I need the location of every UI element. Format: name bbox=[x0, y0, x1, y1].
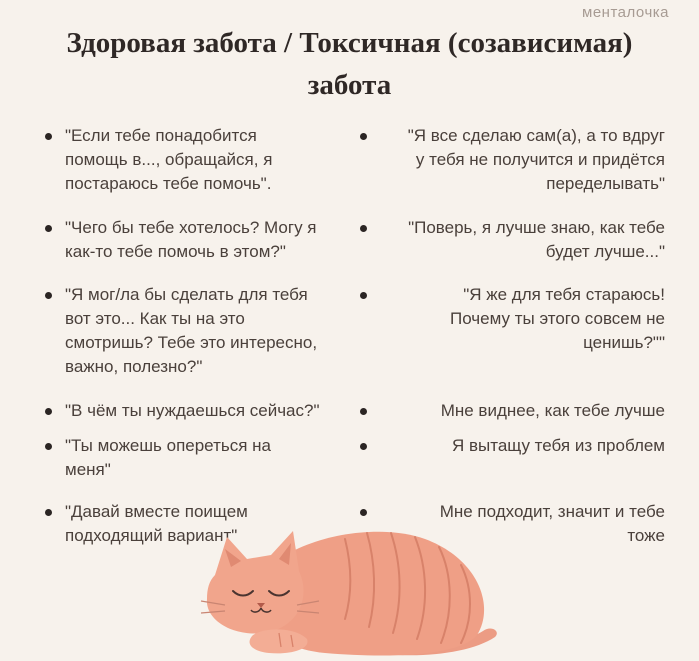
bullet-icon bbox=[45, 292, 52, 299]
bullet-icon bbox=[45, 509, 52, 516]
bullet-icon bbox=[360, 443, 367, 450]
toxic-item-text: Мне виднее, как тебе лучше bbox=[440, 401, 665, 420]
healthy-item bbox=[40, 216, 330, 264]
healthy-item bbox=[40, 434, 330, 482]
title-line-1: Здоровая забота / Токсичная (созависимая) bbox=[66, 27, 633, 59]
healthy-item-text: "В чём ты нуждаешься сейчас?" bbox=[65, 401, 320, 420]
toxic-item-text: "Поверь, я лучше знаю, как тебе будет лучше..." bbox=[408, 218, 665, 261]
toxic-item bbox=[355, 399, 665, 423]
healthy-item-text: "Ты можешь опереться на меня" bbox=[65, 436, 271, 479]
bullet-icon bbox=[45, 408, 52, 415]
brand-watermark: менталочка bbox=[582, 4, 669, 21]
page-title bbox=[0, 22, 699, 106]
toxic-item bbox=[355, 434, 665, 458]
bullet-icon bbox=[360, 292, 367, 299]
toxic-item bbox=[355, 216, 665, 264]
healthy-item-text: "Если тебе понадобится помощь в..., обращайся, я постараюсь тебе помочь". bbox=[65, 126, 273, 193]
bullet-icon bbox=[45, 133, 52, 140]
title-line-2: забота bbox=[307, 69, 392, 101]
healthy-item bbox=[40, 283, 330, 379]
toxic-item-text: Мне подходит, значит и тебе тоже bbox=[439, 502, 665, 545]
bullet-icon bbox=[360, 408, 367, 415]
toxic-item bbox=[355, 124, 665, 196]
healthy-item-text: "Я мог/ла бы сделать для тебя вот это... Как ты на это смотришь? Тебе это интересно, важно, полезно?" bbox=[65, 285, 318, 376]
toxic-item-text: "Я же для тебя стараюсь! Почему ты этого совсем не ценишь?"" bbox=[450, 285, 665, 352]
healthy-item-text: "Давай вместе поищем подходящий вариант" bbox=[65, 502, 248, 545]
toxic-item-text: "Я все сделаю сам(а), а то вдруг у тебя не получится и придётся переделывать" bbox=[407, 126, 665, 193]
bullet-icon bbox=[45, 443, 52, 450]
toxic-item-text: Я вытащу тебя из проблем bbox=[451, 436, 665, 455]
sleeping-cat-icon bbox=[195, 515, 505, 661]
healthy-item bbox=[40, 124, 330, 196]
bullet-icon bbox=[360, 133, 367, 140]
healthy-item-text: "Чего бы тебе хотелось? Могу я как-то тебе помочь в этом?" bbox=[65, 218, 317, 261]
bullet-icon bbox=[360, 225, 367, 232]
bullet-icon bbox=[45, 225, 52, 232]
toxic-item bbox=[355, 283, 665, 355]
healthy-item bbox=[40, 399, 330, 423]
